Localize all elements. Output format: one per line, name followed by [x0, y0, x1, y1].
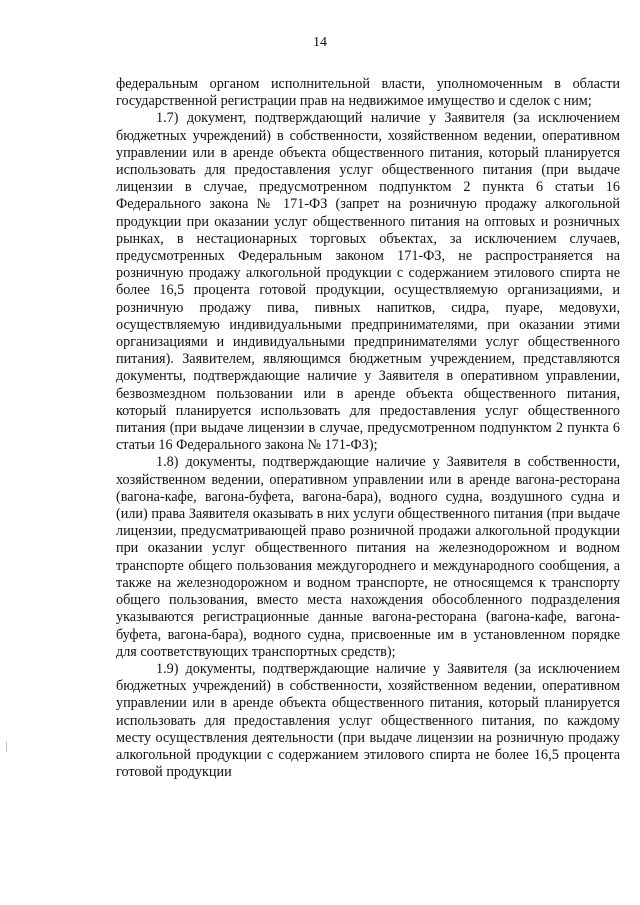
page-number: 14	[313, 35, 327, 50]
document-body	[116, 76, 620, 781]
paragraph-item-1-9: 1.9) документы, подтверждающие наличие у Заявителя (за исключением бюджетных учреждений) в собственности, хозяйственном ведении, оперативном управлении или в аренде объекта общественного питания, который планируется использовать для предоставления услуг общественного питания, по каждому месту осуществления деятельности (при выдаче лицензии на розничную продажу алкогольной продукции с содержанием этилового спирта не более 16,5 процента готовой продукции	[116, 660, 620, 781]
paragraph-continuation: федеральным органом исполнительной власти, уполномоченным в области государственной регистрации прав на недвижимое имущество и сделок с ним;	[116, 76, 620, 110]
paragraph-item-1-8: 1.8) документы, подтверждающие наличие у Заявителя в собственности, хозяйственном ведении, оперативном управлении или в аренде вагона-ресторана (вагона-кафе, вагона-буфета, вагона-бара), водного судна, воздушного судна и (или) права Заявителя оказывать в них услуги общественного питания (при выдаче лицензии, предусматривающей право розничной продажи алкогольной продукции при оказании услуг общественного питания на железнодорожном и водном транспорте общего пользования междугороднего и международного сообщения, а также на железнодорожном и водном транспорте, не относящемся к транспорту общего пользования, вместо места нахождения обособленного подразделения указываются регистрационные данные вагона-ресторана (вагона-кафе, вагона-буфета, вагона-бара), водного судна, присвоенные им в установленном порядке для соответствующих транспортных средств);	[116, 454, 620, 660]
scan-margin-mark	[6, 742, 7, 752]
paragraph-item-1-7: 1.7) документ, подтверждающий наличие у Заявителя (за исключением бюджетных учреждений) в собственности, хозяйственном ведении, оперативном управлении или в аренде объекта общественного питания, который планируется использовать для предоставления услуг общественного питания (при выдаче лицензии в случае, предусмотренном подпунктом 2 пункта 6 статьи 16 Федерального закона № 171-ФЗ (запрет на розничную продажу алкогольной продукции при оказании услуг общественного питания на оптовых и розничных рынках, в нестационарных торговых объектах, за исключением случаев, предусмотренных Федеральным законом 171-ФЗ, не распространяется на розничную продажу алкогольной продукции с содержанием этилового спирта не более 16,5 процента готовой продукции, осуществляемую организациями, и розничную продажу пива, пивных напитков, сидра, пуаре, медовухи, осуществляемую индивидуальными предпринимателями, при оказании этими организациями и индивидуальными предпринимателями услуг общественного питания). Заявителем, являющимся бюджетным учреждением, представляются документы, подтверждающие наличие у Заявителя в оперативном управлении, безвозмездном пользовании или в аренде объекта общественного питания, который планируется использовать для предоставления услуг общественного питания (при выдаче лицензии в случае, предусмотренном подпунктом 2 пункта 6 статьи 16 Федерального закона № 171-ФЗ);	[116, 110, 620, 454]
